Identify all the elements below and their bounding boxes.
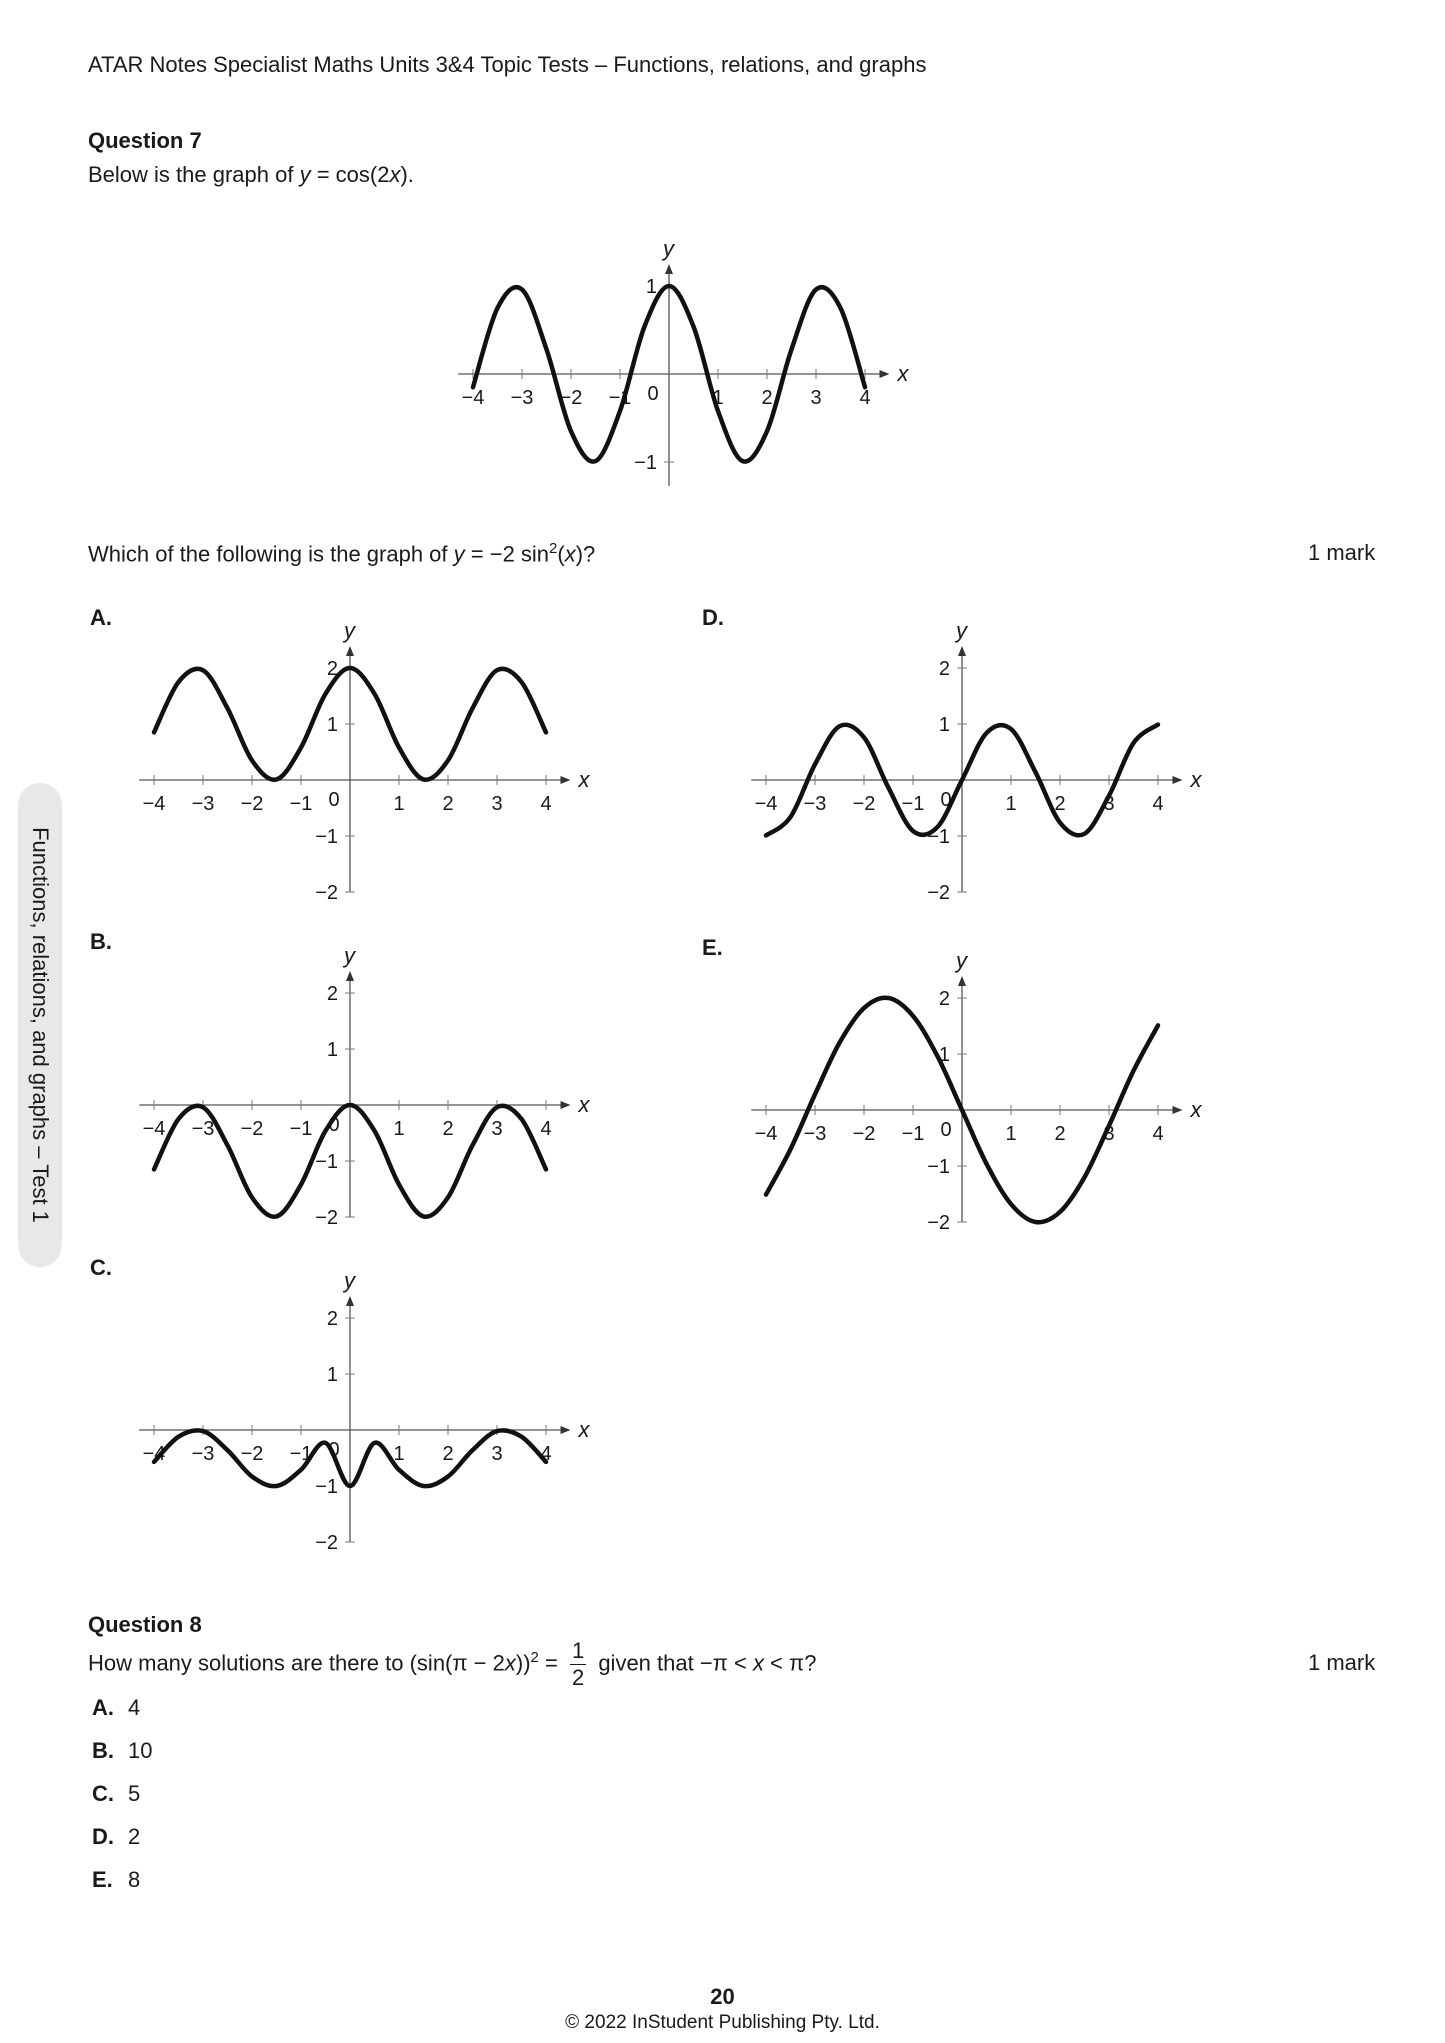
- x-tick-label: 2: [1054, 793, 1066, 815]
- x-tick-label: 1: [393, 1118, 405, 1140]
- y-tick-label: 2: [326, 658, 338, 680]
- y-axis-label: y: [663, 236, 674, 261]
- x-tick-label: 1: [393, 1443, 405, 1465]
- y-axis-label: y: [956, 618, 967, 643]
- x-tick-label: 3: [1103, 1123, 1115, 1145]
- answer-e: E. 8: [92, 1867, 141, 1892]
- y-axis-arrow-icon: [958, 976, 966, 986]
- y-tick-label: 2: [326, 1308, 338, 1330]
- x-axis-arrow-icon: [1173, 1106, 1183, 1114]
- y-tick-label: −2: [315, 882, 338, 904]
- x-axis-arrow-icon: [880, 370, 890, 378]
- x-tick-label: −4: [754, 1123, 778, 1145]
- y-tick-label: −2: [315, 1207, 338, 1229]
- y-axis-label: y: [956, 948, 967, 973]
- x-tick-label: 4: [859, 387, 871, 409]
- page-number: 20: [710, 1984, 735, 2009]
- x-tick-label: −4: [142, 1118, 166, 1140]
- x-tick-label: 3: [810, 387, 822, 409]
- y-tick-label: −1: [634, 452, 657, 474]
- origin-label: 0: [328, 1114, 340, 1136]
- graph-option-e-svg: [727, 950, 1227, 1240]
- y-tick-label: 2: [938, 658, 950, 680]
- y-axis-arrow-icon: [346, 1296, 354, 1306]
- y-axis-arrow-icon: [958, 646, 966, 656]
- x-tick-label: 4: [540, 793, 552, 815]
- origin-label: 0: [940, 789, 952, 811]
- x-tick-label: −1: [289, 1443, 313, 1465]
- answer-b: B. 10: [92, 1738, 153, 1763]
- x-tick-label: 1: [393, 793, 405, 815]
- y-tick-label: −2: [927, 1212, 950, 1234]
- origin-label: 0: [940, 1119, 952, 1141]
- x-tick-label: −2: [240, 1118, 264, 1140]
- option-letter-e: E.: [702, 935, 723, 960]
- y-tick-label: 2: [938, 988, 950, 1010]
- option-letter-d: D.: [702, 605, 724, 630]
- y-tick-label: 1: [938, 714, 950, 736]
- x-axis-arrow-icon: [561, 776, 571, 784]
- graph-option-c: [115, 1270, 615, 1565]
- x-tick-label: 4: [1152, 793, 1164, 815]
- x-tick-label: −1: [901, 1123, 925, 1145]
- y-axis-label: y: [344, 943, 355, 968]
- question-7-mark: 1 mark: [1308, 540, 1376, 565]
- copyright: © 2022 InStudent Publishing Pty. Ltd.: [565, 2012, 880, 2033]
- graph-option-b: [115, 945, 615, 1240]
- x-tick-label: 4: [1152, 1123, 1164, 1145]
- option-letter-a: A.: [90, 605, 112, 630]
- x-tick-label: −4: [142, 1443, 166, 1465]
- x-tick-label: 4: [540, 1118, 552, 1140]
- x-axis-label: x: [1190, 1097, 1202, 1122]
- question-8-prompt: How many solutions are there to $(\sin(\pi - 2x))^2$ = $\frac{1}{2}$ given that −π < x < π?: [88, 1638, 817, 1690]
- graph-option-d-svg: [727, 620, 1227, 910]
- question-7-title: Question 7: [88, 128, 202, 153]
- x-tick-label: −2: [559, 387, 583, 409]
- answer-d: D. 2: [92, 1824, 141, 1849]
- x-axis-label: x: [897, 361, 909, 386]
- x-tick-label: 1: [712, 387, 724, 409]
- y-tick-label: −1: [315, 1476, 338, 1498]
- x-tick-label: −4: [142, 793, 166, 815]
- x-axis-label: x: [578, 1417, 590, 1442]
- question-7-prompt: Which of the following is the graph of y = −2 $\sin^2(x)$?: [88, 540, 596, 567]
- y-axis-arrow-icon: [346, 646, 354, 656]
- origin-label: 0: [647, 383, 659, 405]
- question-8-title: Question 8: [88, 1612, 202, 1637]
- x-tick-label: −2: [240, 793, 264, 815]
- y-tick-label: 2: [326, 983, 338, 1005]
- y-tick-label: −1: [927, 826, 950, 848]
- x-tick-label: −3: [191, 1443, 215, 1465]
- side-tab-label: Functions, relations, and graphs – Test 1: [28, 827, 53, 1223]
- answer-a: A. 4: [92, 1695, 141, 1720]
- x-tick-label: 4: [540, 1443, 552, 1465]
- graph-option-a-svg: [115, 620, 615, 910]
- x-axis-label: x: [578, 767, 590, 792]
- y-tick-label: 1: [938, 1044, 950, 1066]
- graph-main-svg: [430, 220, 910, 510]
- x-tick-label: −1: [289, 793, 313, 815]
- x-tick-label: 3: [491, 793, 503, 815]
- question-7-intro: Below is the graph of y = cos(2x).: [88, 162, 414, 187]
- y-tick-label: −2: [315, 1532, 338, 1554]
- graph-option-c-svg: [115, 1270, 615, 1560]
- x-tick-label: 2: [761, 387, 773, 409]
- graph-option-d: [727, 620, 1227, 915]
- graph-main: [430, 220, 910, 515]
- y-axis-arrow-icon: [346, 971, 354, 981]
- y-tick-label: −1: [315, 1151, 338, 1173]
- x-axis-arrow-icon: [1173, 776, 1183, 784]
- x-tick-label: −1: [901, 793, 925, 815]
- y-axis-label: y: [344, 618, 355, 643]
- x-tick-label: −1: [608, 387, 632, 409]
- x-tick-label: −3: [510, 387, 534, 409]
- x-tick-label: 1: [1005, 1123, 1017, 1145]
- origin-label: 0: [328, 1439, 340, 1461]
- graph-option-e: [727, 950, 1227, 1245]
- y-tick-label: −1: [927, 1156, 950, 1178]
- graph-option-a: [115, 620, 615, 915]
- y-tick-label: 1: [326, 1039, 338, 1061]
- y-tick-label: −1: [315, 826, 338, 848]
- x-tick-label: 2: [1054, 1123, 1066, 1145]
- option-letter-c: C.: [90, 1255, 112, 1280]
- x-tick-label: −2: [852, 1123, 876, 1145]
- y-axis-arrow-icon: [665, 264, 673, 274]
- origin-label: 0: [328, 789, 340, 811]
- x-tick-label: −2: [240, 1443, 264, 1465]
- x-tick-label: −3: [191, 1118, 215, 1140]
- x-axis-label: x: [578, 1092, 590, 1117]
- x-tick-label: −3: [191, 793, 215, 815]
- x-tick-label: 2: [442, 1443, 454, 1465]
- x-axis-label: x: [1190, 767, 1202, 792]
- side-tab: [18, 783, 62, 1267]
- x-tick-label: −4: [754, 793, 778, 815]
- x-tick-label: 3: [491, 1118, 503, 1140]
- graph-option-b-svg: [115, 945, 615, 1235]
- x-tick-label: 3: [491, 1443, 503, 1465]
- fraction-one-half: $\frac{1}{2}$: [571, 1638, 585, 1690]
- x-axis-arrow-icon: [561, 1426, 571, 1434]
- y-tick-label: −2: [927, 882, 950, 904]
- x-axis-arrow-icon: [561, 1101, 571, 1109]
- x-tick-label: −2: [852, 793, 876, 815]
- y-axis-label: y: [344, 1268, 355, 1293]
- x-tick-label: −3: [803, 1123, 827, 1145]
- answer-c: C. 5: [92, 1781, 141, 1806]
- x-tick-label: 3: [1103, 793, 1115, 815]
- y-tick-label: 1: [326, 714, 338, 736]
- x-tick-label: −1: [289, 1118, 313, 1140]
- x-tick-label: −4: [461, 387, 485, 409]
- x-tick-label: 2: [442, 793, 454, 815]
- x-tick-label: 1: [1005, 793, 1017, 815]
- y-tick-label: 1: [645, 276, 657, 298]
- question-8-mark: 1 mark: [1308, 1650, 1376, 1675]
- running-header: ATAR Notes Specialist Maths Units 3&4 Topic Tests – Functions, relations, and graphs: [88, 52, 927, 77]
- option-letter-b: B.: [90, 929, 112, 954]
- x-tick-label: 2: [442, 1118, 454, 1140]
- x-tick-label: −3: [803, 793, 827, 815]
- y-tick-label: 1: [326, 1364, 338, 1386]
